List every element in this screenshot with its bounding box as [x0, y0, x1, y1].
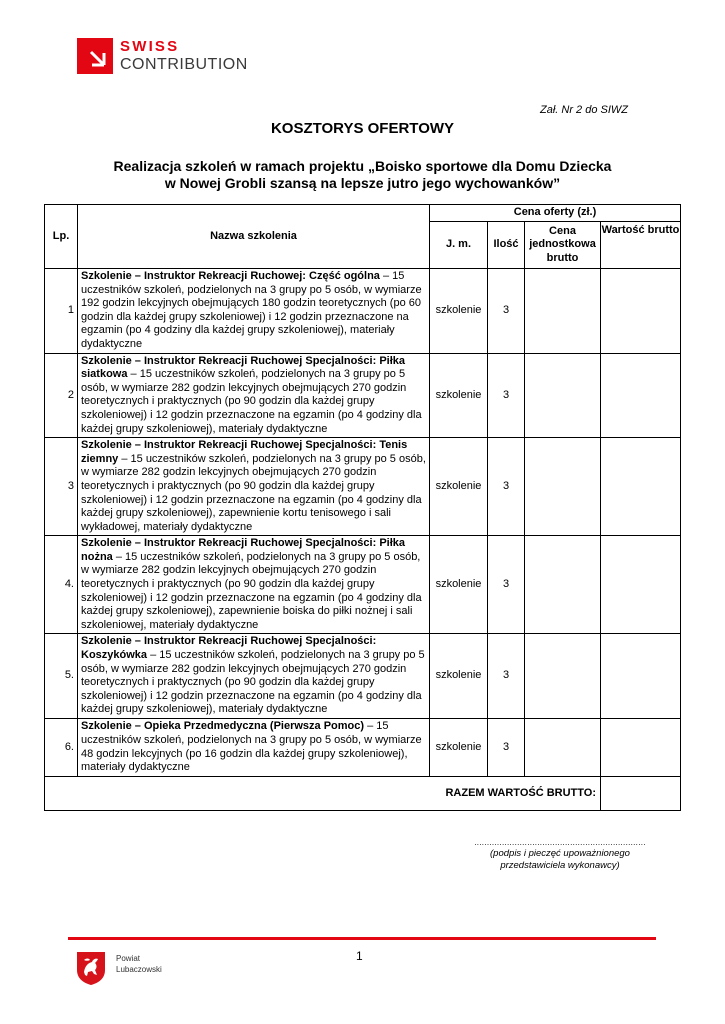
unit-price-cell[interactable]: [525, 536, 601, 634]
row-number: 5.: [45, 634, 78, 719]
quantity-cell: 3: [488, 438, 525, 536]
gross-value-cell[interactable]: [601, 269, 681, 354]
powiat-line-1: Powiat: [116, 954, 141, 963]
row-number: 6.: [45, 719, 78, 777]
unit-measure-cell: szkolenie: [430, 536, 488, 634]
row-number: 1: [45, 269, 78, 354]
unit-measure-cell: szkolenie: [430, 269, 488, 354]
powiat-name: [116, 953, 162, 975]
training-title: Szkolenie – Opieka Przedmedyczna (Pierwsza Pomoc): [81, 720, 365, 733]
header-offer-price: Cena oferty (zł.): [430, 205, 681, 222]
row-number: 3: [45, 438, 78, 536]
total-gross-value-cell[interactable]: [601, 777, 681, 811]
table-row: [45, 536, 681, 634]
footer-divider: [68, 937, 656, 940]
unit-measure-cell: szkolenie: [430, 719, 488, 777]
unit-measure-cell: szkolenie: [430, 634, 488, 719]
training-details: – 15 uczestników szkoleń, podzielonych na 3 grupy po 5 osób, w wymiarze 192 godzin lekcyjnych obejmujących 180 godzin teoretycznych (po 60 godzin dla każdej grupy szkoleniowej) i 12 godzin przeznaczone na egzamin (po 4 godziny dla każdej grupy szkoleniowej), materiały dydaktyczne: [81, 270, 422, 350]
training-title: Szkolenie – Instruktor Rekreacji Ruchowej: Część ogólna: [81, 270, 380, 282]
signature-caption-line-2: przedstawiciela wykonawcy): [500, 860, 620, 871]
signature-line: ....................................................................: [474, 838, 646, 847]
gross-value-cell[interactable]: [601, 536, 681, 634]
quantity-cell: 3: [488, 634, 525, 719]
total-row: [45, 777, 681, 811]
signature-caption-line-1: (podpis i pieczęć upoważnionego: [490, 848, 630, 859]
gross-value-cell[interactable]: [601, 719, 681, 777]
header-unit-measure: J. m.: [430, 222, 488, 269]
training-title: Szkolenie – Instruktor Rekreacji Ruchowej Specjalności: Tenis ziemny: [81, 439, 408, 465]
swiss-contribution-logo: [77, 38, 257, 78]
unit-price-cell[interactable]: [525, 353, 601, 438]
training-description: [78, 353, 430, 438]
training-details: – 15 uczestników szkoleń, podzielonych na 3 grupy po 5 osób, w wymiarze 282 godzin lekcyjnych obejmujących 270 godzin teoretycznych i praktycznych (po 90 godzin dla każdej grupy szkoleniowej) i 12 godzin przeznaczone na egzamin (po 4 godziny dla każdej grupy szkoleniowej), materiały dydaktyczne: [81, 368, 422, 435]
unit-price-cell[interactable]: [525, 438, 601, 536]
subtitle-line-2: w Nowej Grobli szansą na lepsze jutro jego wychowanków”: [164, 175, 561, 191]
training-description: [78, 536, 430, 634]
quantity-cell: 3: [488, 353, 525, 438]
training-details: – 15 uczestników szkoleń, podzielonych na 3 grupy po 5 osób, w wymiarze 48 godzin lekcyjnych (po 16 godzin dla każdej grupy szkoleniowej), materiały dydaktyczne: [81, 720, 422, 774]
unit-price-cell[interactable]: [525, 269, 601, 354]
table-row: [45, 269, 681, 354]
cost-estimate-table: [44, 204, 681, 811]
gross-value-cell[interactable]: [601, 353, 681, 438]
table-row: [45, 634, 681, 719]
unit-price-cell[interactable]: [525, 634, 601, 719]
annex-label: Zał. Nr 2 do SIWZ: [540, 104, 629, 116]
row-number: 4.: [45, 536, 78, 634]
training-description: [78, 634, 430, 719]
header-unit-price: Cena jednostkowa brutto: [525, 222, 601, 269]
unit-price-cell[interactable]: [525, 719, 601, 777]
gross-value-cell[interactable]: [601, 438, 681, 536]
logo-text-swiss: SWISS: [120, 38, 180, 55]
quantity-cell: 3: [488, 269, 525, 354]
header-lp: Lp.: [45, 205, 78, 269]
header-training-name: Nazwa szkolenia: [78, 205, 430, 269]
unit-measure-cell: szkolenie: [430, 353, 488, 438]
logo-text-contribution: CONTRIBUTION: [120, 56, 248, 73]
subtitle-line-1: Realizacja szkoleń w ramach projektu „Boisko sportowe dla Domu Dziecka: [113, 158, 612, 174]
training-description: [78, 438, 430, 536]
gross-value-cell[interactable]: [601, 634, 681, 719]
table-row: [45, 438, 681, 536]
training-details: – 15 uczestników szkoleń, podzielonych na 3 grupy po 5 osób, w wymiarze 282 godzin lekcyjnych obejmujących 270 godzin teoretycznych i praktycznych (po 90 godzin dla każdej grupy szkoleniowej) i 12 godzin przeznaczone na egzamin (po 4 godziny dla każdej grupy szkoleniowej), zapewnienie boiska do piłki nożnej i sali szkoleniowej, materiały dydaktyczne: [81, 550, 422, 631]
row-number: 2: [45, 353, 78, 438]
header-quantity: Ilość: [488, 222, 525, 269]
table-row: [45, 719, 681, 777]
quantity-cell: 3: [488, 536, 525, 634]
powiat-line-2: Lubaczowski: [116, 965, 162, 974]
training-description: [78, 719, 430, 777]
powiat-crest-icon: [75, 950, 107, 986]
training-details: – 15 uczestników szkoleń, podzielonych na 3 grupy po 5 osób, w wymiarze 282 godzin lekcyjnych obejmujących 270 godzin teoretycznych i praktycznych (po 90 godzin dla każdej grupy szkoleniowej) i 12 godzin przeznaczone na egzamin (po 4 godziny dla każdej grupy szkoleniowej), materiały dydaktyczne: [81, 649, 425, 716]
training-title: Szkolenie – Instruktor Rekreacji Ruchowej Specjalności: Piłka siatkowa: [81, 354, 406, 381]
training-title: Szkolenie – Instruktor Rekreacji Ruchowej Specjalności: Piłka nożna: [81, 537, 406, 563]
total-gross-label: RAZEM WARTOŚĆ BRUTTO:: [45, 777, 601, 811]
page-number: 1: [356, 949, 363, 963]
document-title: KOSZTORYS OFERTOWY: [270, 120, 455, 137]
swiss-cross-icon: [77, 38, 113, 74]
table-row: [45, 353, 681, 438]
document-subtitle: [60, 158, 665, 192]
training-details: – 15 uczestników szkoleń, podzielonych na 3 grupy po 5 osób, w wymiarze 282 godzin lekcyjnych obejmujących 270 godzin teoretycznych i praktycznych (po 90 godzin dla każdej grupy szkoleniowej) i 12 godzin przeznaczone na egzamin (po 4 godziny dla każdej grupy szkoleniowej), zapewnienie kortu tenisowego i sali wykładowej, materiały dydaktyczne: [81, 452, 426, 533]
training-title: Szkolenie – Instruktor Rekreacji Ruchowej Specjalności: Koszykówka: [81, 635, 377, 662]
header-gross-value: Wartość brutto: [601, 222, 681, 269]
unit-measure-cell: szkolenie: [430, 438, 488, 536]
training-description: [78, 269, 430, 354]
quantity-cell: 3: [488, 719, 525, 777]
signature-block: [460, 838, 660, 872]
